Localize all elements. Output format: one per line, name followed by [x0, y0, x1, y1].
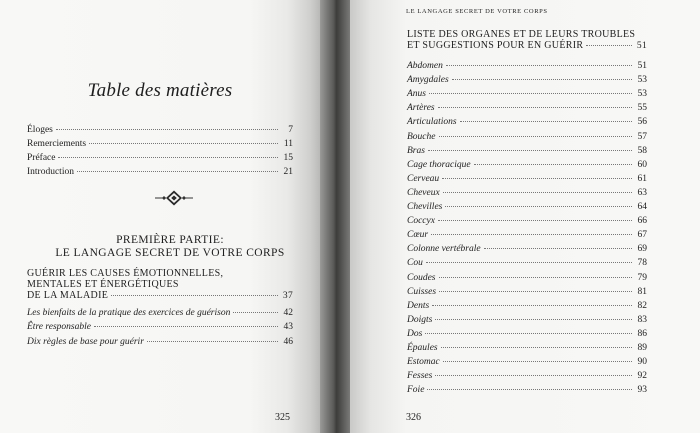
part-title-line: LE LANGAGE SECRET DE VOTRE CORPS	[55, 247, 285, 259]
toc-entry	[27, 152, 293, 164]
organ-entry-label: Dents	[407, 300, 430, 311]
organ-entry-label: Abdomen	[407, 61, 443, 71]
toc-entry-label: Préface	[27, 153, 56, 163]
organ-entry-label: Épaules	[407, 343, 438, 353]
organ-entry-label: Cou	[407, 258, 423, 269]
leader-dots	[58, 157, 278, 158]
organ-entry	[407, 370, 647, 382]
organ-entry-label: Dos	[407, 328, 423, 339]
organ-entry-page: 67	[637, 230, 647, 241]
leader-dots	[147, 341, 278, 342]
toc-subentry	[27, 321, 293, 333]
organ-entry-page: 69	[637, 244, 647, 255]
organ-entry-label: Doigts	[407, 314, 433, 325]
leader-dots	[89, 143, 278, 144]
organ-entry	[407, 286, 647, 298]
organ-entry	[407, 215, 647, 227]
part-title	[20, 234, 320, 260]
organ-entry-page: 78	[637, 258, 647, 269]
organ-entry-label: Amygdales	[407, 75, 449, 86]
leader-dots	[428, 150, 632, 151]
organ-entry	[407, 116, 647, 128]
toc-entry-page: 7	[288, 125, 293, 135]
leader-dots	[441, 347, 632, 348]
organ-entry-label: Cœur	[407, 230, 429, 241]
leader-dots	[445, 206, 632, 207]
organ-entry	[407, 328, 647, 340]
section-heading	[27, 268, 293, 302]
toc-subentry-page: 42	[283, 308, 293, 318]
part-title-line: PREMIÈRE PARTIE:	[116, 234, 224, 246]
toc-subentry-label: Être responsable	[27, 322, 91, 332]
organ-entry	[407, 159, 647, 171]
left-page	[0, 0, 320, 433]
organ-entry-label: Articulations	[407, 117, 457, 128]
organ-entry	[407, 60, 647, 72]
organ-entry-page: 61	[637, 173, 647, 184]
toc-entry	[27, 166, 293, 178]
section-heading-line: GUÉRIR LES CAUSES ÉMOTIONNELLES,	[27, 268, 224, 279]
toc-title: Table des matières	[87, 80, 233, 101]
leader-dots	[474, 164, 632, 165]
organ-entry-label: Cheveux	[407, 187, 440, 198]
organ-entry-label: Bouche	[407, 131, 436, 142]
leader-dots	[94, 326, 278, 327]
organ-entry	[407, 300, 647, 312]
organ-entry	[407, 102, 647, 114]
leader-dots	[438, 220, 632, 221]
organ-entry	[407, 384, 647, 396]
organ-entry-page: 92	[637, 371, 647, 382]
toc-subentry-label: Dix règles de base pour guérir	[27, 337, 144, 347]
leader-dots	[426, 262, 632, 263]
organ-entry-label: Anus	[407, 89, 426, 100]
page-number: 326	[406, 412, 421, 423]
leader-dots	[443, 361, 632, 362]
organ-entry-label: Cuisses	[407, 286, 437, 297]
leader-dots	[439, 277, 633, 278]
organ-entry	[407, 145, 647, 157]
leader-dots	[429, 93, 632, 94]
toc-entry-page: 21	[283, 167, 293, 177]
toc-subentry	[27, 336, 293, 348]
leader-dots	[435, 375, 632, 376]
organ-entry-page: 63	[637, 187, 647, 198]
organ-entry-label: Colonne vertébrale	[407, 244, 481, 255]
organ-entry	[407, 74, 647, 86]
organ-entry-label: Foie	[407, 385, 425, 396]
toc-entry-label: Introduction	[27, 167, 74, 177]
organ-entry-page: 60	[637, 159, 647, 170]
page-number: 325	[275, 412, 290, 423]
organ-entry-label: Coudes	[407, 272, 436, 283]
leader-dots	[425, 333, 632, 334]
organ-entry	[407, 314, 647, 326]
organ-entry-page: 83	[637, 314, 647, 325]
toc-entry-label: Remerciements	[27, 139, 87, 149]
leader-dots	[233, 312, 278, 313]
toc-entry	[27, 124, 293, 136]
leader-dots	[111, 295, 278, 296]
organ-entry-page: 51	[637, 61, 647, 71]
leader-dots	[443, 192, 632, 193]
organ-entry-label: Chevilles	[407, 202, 443, 212]
organ-entry-label: Coccyx	[407, 216, 435, 227]
organ-entry-page: 82	[637, 300, 647, 311]
list-title-entry	[407, 40, 647, 52]
organ-entry-page: 56	[637, 117, 647, 128]
organ-entry	[407, 356, 647, 368]
organ-entry-page: 57	[637, 131, 647, 142]
organ-entry	[407, 342, 647, 354]
leader-dots	[435, 319, 632, 320]
list-title-line: ET SUGGESTIONS POUR EN GUÉRIR	[407, 40, 584, 51]
leader-dots	[484, 248, 632, 249]
diamond-fleuron-icon	[155, 190, 193, 206]
organ-entry	[407, 243, 647, 255]
organ-entry-label: Bras	[407, 145, 425, 156]
organ-entry-page: 86	[637, 328, 647, 339]
organ-entry-page: 66	[637, 216, 647, 227]
organ-entry	[407, 272, 647, 284]
organ-entry	[407, 229, 647, 241]
leader-dots	[438, 107, 632, 108]
list-title-line: LISTE DES ORGANES ET DE LEURS TROUBLES	[407, 29, 636, 40]
toc-subentry-page: 43	[283, 322, 293, 332]
organ-entry-page: 58	[637, 145, 647, 156]
toc-entry-page: 15	[283, 153, 293, 163]
leader-dots	[427, 389, 632, 390]
organ-entry-page: 93	[637, 385, 647, 396]
organ-entry-page: 55	[637, 103, 647, 114]
organ-entry-label: Cage thoracique	[407, 159, 471, 170]
organ-entry-label: Cerveau	[407, 173, 440, 184]
toc-entry-label: Éloges	[27, 125, 53, 135]
section-entry	[27, 290, 293, 302]
organ-entry-page: 81	[637, 286, 647, 297]
list-title-page: 51	[636, 41, 647, 51]
organ-entry-page: 79	[637, 272, 647, 283]
organ-entry	[407, 131, 647, 143]
list-title	[407, 29, 647, 52]
leader-dots	[56, 129, 278, 130]
section-page: 37	[282, 291, 293, 301]
organ-entry-label: Fesses	[407, 371, 433, 382]
section-heading-line: DE LA MALADIE	[27, 290, 109, 301]
organ-entry-page: 90	[637, 357, 647, 368]
organ-entry	[407, 257, 647, 269]
leader-dots	[452, 79, 632, 80]
toc-entry-page: 11	[283, 139, 293, 149]
toc-subentry	[27, 307, 293, 319]
leader-dots	[446, 65, 632, 66]
leader-dots	[431, 234, 632, 235]
organ-entry-label: Estomac	[407, 357, 440, 368]
organ-entry-page: 53	[637, 75, 647, 86]
organ-entry-page: 64	[637, 202, 647, 212]
book-gutter	[320, 0, 350, 433]
organ-entry	[407, 187, 647, 199]
toc-subentry-page: 46	[283, 337, 293, 347]
leader-dots	[460, 121, 632, 122]
section-heading-line: MENTALES ET ÉNERGÉTIQUES	[27, 279, 179, 290]
leader-dots	[442, 178, 632, 179]
organ-entry-label: Artères	[407, 103, 435, 114]
leader-dots	[77, 171, 278, 172]
organ-entry	[407, 201, 647, 213]
organ-entry	[407, 88, 647, 100]
leader-dots	[439, 136, 633, 137]
organ-entry-page: 53	[637, 89, 647, 100]
toc-subentry-label: Les bienfaits de la pratique des exercices de guérison	[27, 308, 231, 318]
leader-dots	[432, 305, 632, 306]
leader-dots	[586, 45, 632, 46]
toc-entry	[27, 138, 293, 150]
organ-entry	[407, 173, 647, 185]
running-head: LE LANGAGE SECRET DE VOTRE CORPS	[406, 8, 548, 15]
organ-entry-page: 89	[637, 343, 647, 353]
leader-dots	[439, 291, 632, 292]
